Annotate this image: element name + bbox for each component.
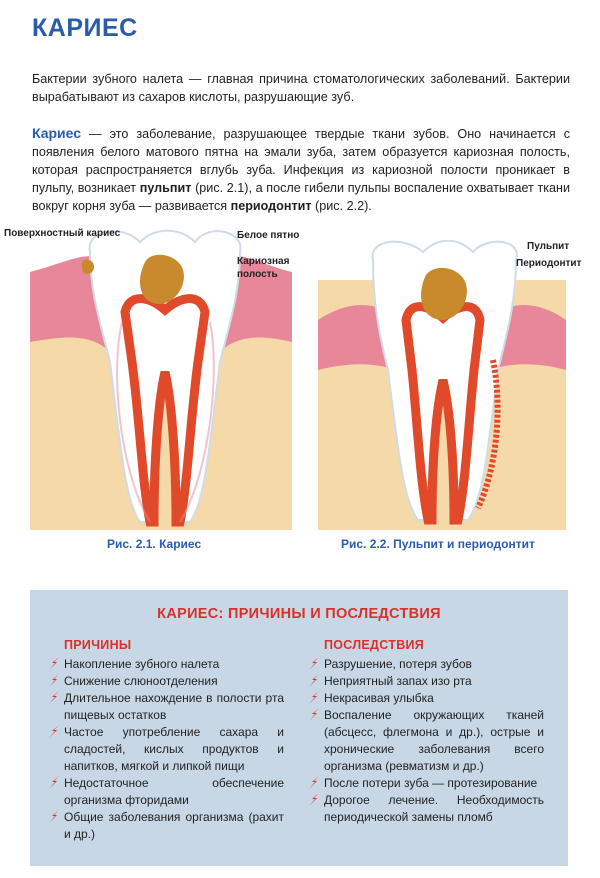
page-title: КАРИЕС xyxy=(32,14,138,42)
lightning-icon xyxy=(48,674,60,687)
cause-item: Длительное нахождение в полости рта пищевых остатков xyxy=(40,690,284,724)
cause-item: Снижение слюноотделения xyxy=(40,673,284,690)
lightning-icon xyxy=(308,691,320,704)
lightning-icon xyxy=(48,691,60,704)
definition-paragraph: Кариес — это заболевание, разрушающее твердые ткани зубов. Оно начинается с появления белого матового пятна на эмали зуба, затем образуется кариозная полость, которая распространяется вглубь зуба. Инфекция из кариозной полости проникает в пульпу, возникает пульпит (рис. 2.1), а после гибели пульпы воспаление охватывает ткани вокруг корня зуба — развивается периодонтит (рис. 2.2). xyxy=(32,125,571,213)
lightning-icon xyxy=(308,793,320,806)
label-white-spot: Белое пятно xyxy=(237,230,300,241)
cause-item: Общие заболевания организма (рахит и др.) xyxy=(40,809,284,843)
term-caries: Кариес xyxy=(32,125,82,141)
effects-heading: ПОСЛЕДСТВИЯ xyxy=(324,638,425,652)
label-pulpitis: Пульпит xyxy=(527,241,570,252)
causes-effects-box xyxy=(30,590,568,866)
lightning-icon xyxy=(48,810,60,823)
box-title: КАРИЕС: ПРИЧИНЫ И ПОСЛЕДСТВИЯ xyxy=(157,606,441,622)
effect-item: Неприятный запах изо рта xyxy=(300,673,544,690)
term-periodontitis: периодонтит xyxy=(230,199,312,213)
effect-item: Дорогое лечение. Необходимость периодической замены пломб xyxy=(300,792,544,826)
label-surface-caries: Поверхностный кариес xyxy=(4,228,121,239)
intro-paragraph: Бактерии зубного налета — главная причина стоматологических заболеваний. Бактерии вырабатывают из сахаров кислоты, разрушающие зуб. xyxy=(32,72,570,104)
figure1-caption: Рис. 2.1. Кариес xyxy=(107,537,202,551)
term-pulpitis: пульпит xyxy=(139,181,192,195)
effects-list xyxy=(300,656,544,826)
lightning-icon xyxy=(308,674,320,687)
effect-item: После потери зуба — протезирование xyxy=(300,775,544,792)
lightning-icon xyxy=(48,657,60,670)
causes-list xyxy=(40,656,284,843)
tooth-pulpitis-illustration xyxy=(318,240,566,530)
effects-column xyxy=(300,638,544,826)
lightning-icon xyxy=(308,708,320,721)
cause-item: Частое употребление сахара и сладостей, кислых продуктов и напитков, мягкой и липкой пищи xyxy=(40,724,284,775)
lightning-icon xyxy=(48,776,60,789)
lightning-icon xyxy=(308,657,320,670)
cause-item: Недостаточное обеспечение организма фторидами xyxy=(40,775,284,809)
lightning-icon xyxy=(48,725,60,738)
causes-heading: ПРИЧИНЫ xyxy=(64,638,132,652)
figure2-caption: Рис. 2.2. Пульпит и периодонтит xyxy=(341,537,535,551)
effect-item: Разрушение, потеря зубов xyxy=(300,656,544,673)
cause-item: Накопление зубного налета xyxy=(40,656,284,673)
lightning-icon xyxy=(308,776,320,789)
label-cavity: Кариозная полость xyxy=(237,256,290,280)
effect-item: Некрасивая улыбка xyxy=(300,690,544,707)
label-periodontitis: Периодонтит xyxy=(516,258,582,269)
causes-column xyxy=(40,638,284,843)
effect-item: Воспаление окружающих тканей (абсцесс, флегмона и др.), острые и хронические заболевания всего организма (ревматизм и др.) xyxy=(300,707,544,775)
